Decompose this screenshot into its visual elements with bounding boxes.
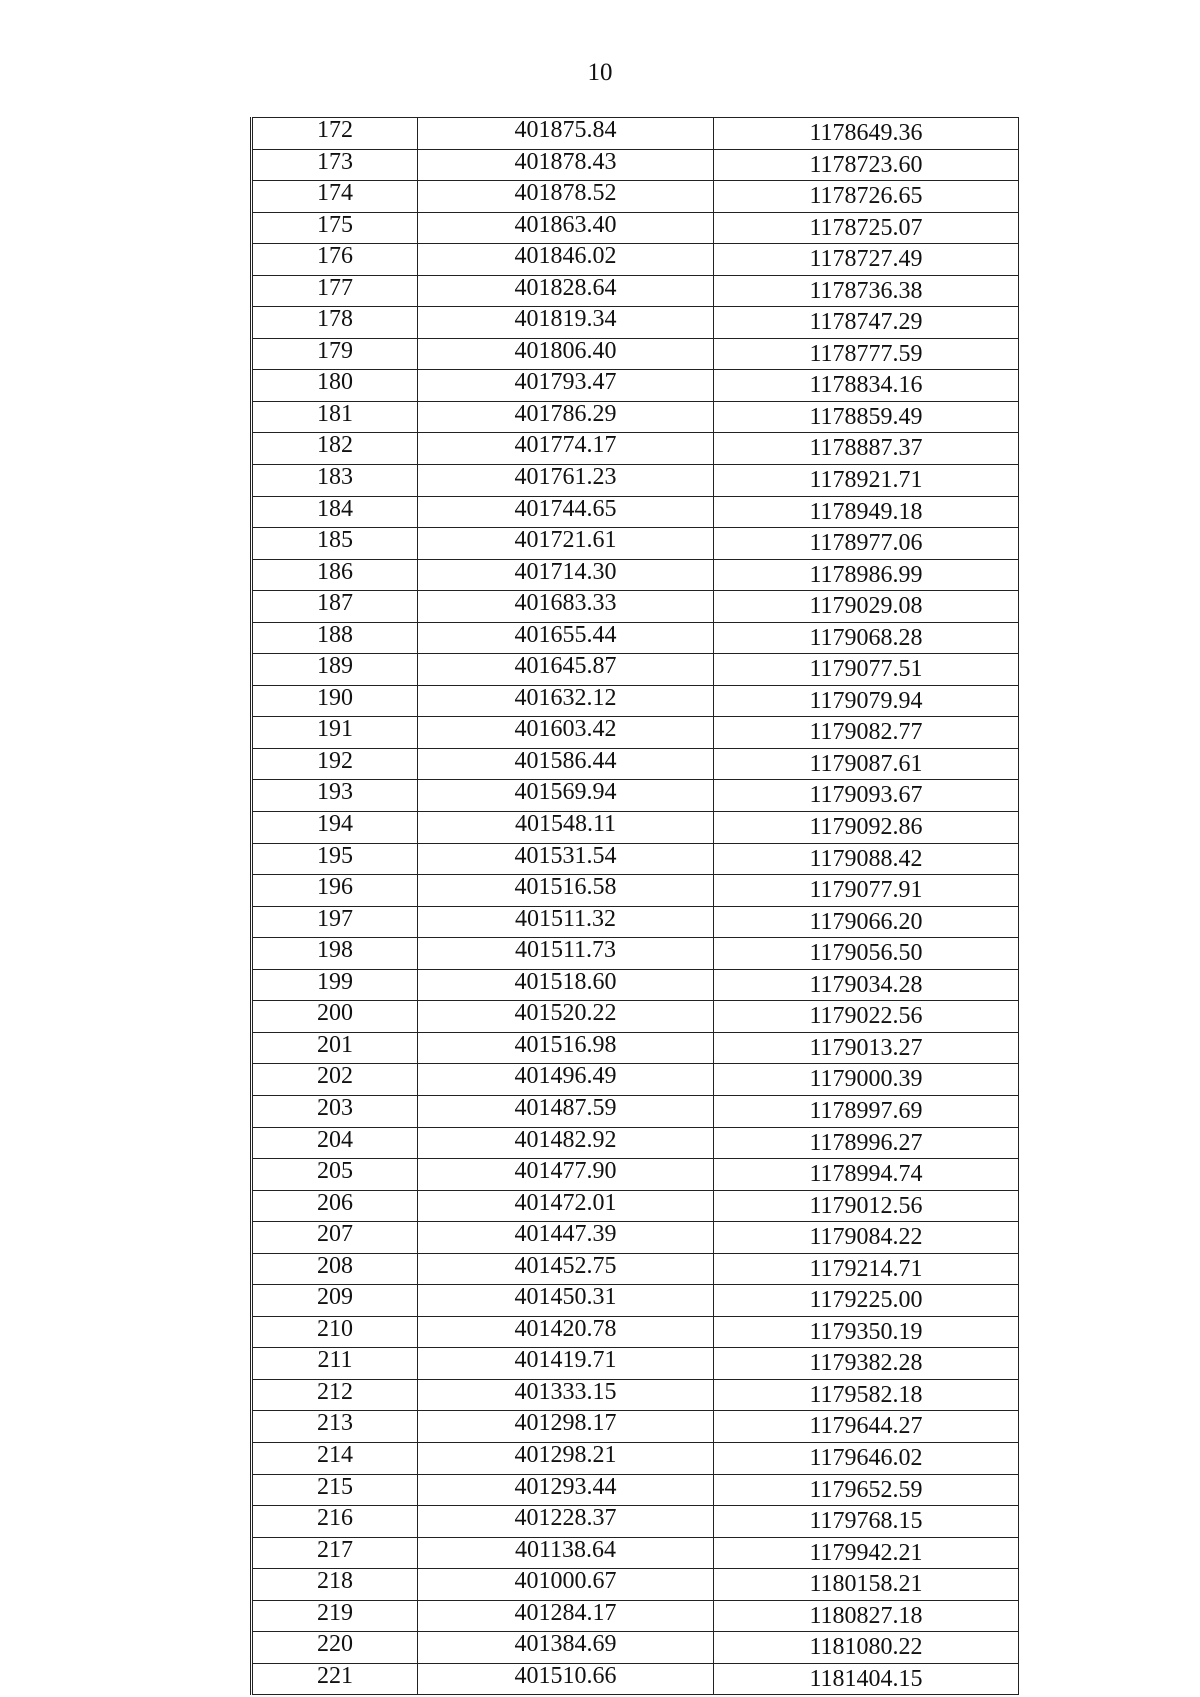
x-coordinate-cell: 401774.17 (418, 433, 714, 465)
y-coordinate-cell: 1178736.38 (714, 275, 1019, 307)
table-row (252, 685, 1019, 717)
table-row (252, 780, 1019, 812)
table-row (252, 1064, 1019, 1096)
x-coordinate-cell: 401477.90 (418, 1159, 714, 1191)
x-coordinate-cell: 401447.39 (418, 1222, 714, 1254)
y-coordinate-cell: 1179034.28 (714, 969, 1019, 1001)
point-number-cell: 216 (252, 1506, 418, 1538)
table-row (252, 1316, 1019, 1348)
table-row (252, 717, 1019, 749)
y-coordinate-cell: 1178747.29 (714, 307, 1019, 339)
table-row (252, 1600, 1019, 1632)
table-row (252, 1285, 1019, 1317)
y-coordinate-cell: 1178887.37 (714, 433, 1019, 465)
x-coordinate-cell: 401516.98 (418, 1032, 714, 1064)
y-coordinate-cell: 1178994.74 (714, 1159, 1019, 1191)
point-number-cell: 204 (252, 1127, 418, 1159)
table-row (252, 528, 1019, 560)
table-row (252, 275, 1019, 307)
coordinates-table (250, 117, 1019, 1695)
y-coordinate-cell: 1178921.71 (714, 465, 1019, 497)
y-coordinate-cell: 1179066.20 (714, 906, 1019, 938)
point-number-cell: 187 (252, 591, 418, 623)
point-number-cell: 209 (252, 1285, 418, 1317)
point-number-cell: 192 (252, 748, 418, 780)
table-row (252, 401, 1019, 433)
x-coordinate-cell: 401828.64 (418, 275, 714, 307)
point-number-cell: 193 (252, 780, 418, 812)
y-coordinate-cell: 1178723.60 (714, 149, 1019, 181)
table-row (252, 1222, 1019, 1254)
x-coordinate-cell: 401419.71 (418, 1348, 714, 1380)
x-coordinate-cell: 401586.44 (418, 748, 714, 780)
y-coordinate-cell: 1179093.67 (714, 780, 1019, 812)
table-row (252, 1442, 1019, 1474)
table-row (252, 118, 1019, 150)
table-row (252, 496, 1019, 528)
x-coordinate-cell: 401228.37 (418, 1506, 714, 1538)
table-row (252, 338, 1019, 370)
x-coordinate-cell: 401520.22 (418, 1001, 714, 1033)
x-coordinate-cell: 401632.12 (418, 685, 714, 717)
y-coordinate-cell: 1179652.59 (714, 1474, 1019, 1506)
x-coordinate-cell: 401450.31 (418, 1285, 714, 1317)
x-coordinate-cell: 401452.75 (418, 1253, 714, 1285)
point-number-cell: 212 (252, 1379, 418, 1411)
table-row (252, 1032, 1019, 1064)
point-number-cell: 190 (252, 685, 418, 717)
table-row (252, 1190, 1019, 1222)
x-coordinate-cell: 401806.40 (418, 338, 714, 370)
y-coordinate-cell: 1179646.02 (714, 1442, 1019, 1474)
x-coordinate-cell: 401333.15 (418, 1379, 714, 1411)
table-row (252, 1159, 1019, 1191)
x-coordinate-cell: 401786.29 (418, 401, 714, 433)
point-number-cell: 213 (252, 1411, 418, 1443)
point-number-cell: 191 (252, 717, 418, 749)
table-row (252, 938, 1019, 970)
x-coordinate-cell: 401645.87 (418, 654, 714, 686)
point-number-cell: 178 (252, 307, 418, 339)
table-row (252, 812, 1019, 844)
point-number-cell: 198 (252, 938, 418, 970)
y-coordinate-cell: 1179942.21 (714, 1537, 1019, 1569)
point-number-cell: 201 (252, 1032, 418, 1064)
page-number: 10 (587, 59, 613, 86)
table-row (252, 1095, 1019, 1127)
x-coordinate-cell: 401793.47 (418, 370, 714, 402)
x-coordinate-cell: 401878.43 (418, 149, 714, 181)
point-number-cell: 207 (252, 1222, 418, 1254)
table-row (252, 559, 1019, 591)
point-number-cell: 219 (252, 1600, 418, 1632)
x-coordinate-cell: 401875.84 (418, 118, 714, 150)
table-row (252, 433, 1019, 465)
table-row (252, 1506, 1019, 1538)
point-number-cell: 189 (252, 654, 418, 686)
y-coordinate-cell: 1178649.36 (714, 118, 1019, 150)
x-coordinate-cell: 401863.40 (418, 212, 714, 244)
y-coordinate-cell: 1179029.08 (714, 591, 1019, 623)
y-coordinate-cell: 1178777.59 (714, 338, 1019, 370)
table-row (252, 843, 1019, 875)
y-coordinate-cell: 1179056.50 (714, 938, 1019, 970)
y-coordinate-cell: 1180158.21 (714, 1569, 1019, 1601)
point-number-cell: 184 (252, 496, 418, 528)
y-coordinate-cell: 1179214.71 (714, 1253, 1019, 1285)
y-coordinate-cell: 1178949.18 (714, 496, 1019, 528)
y-coordinate-cell: 1179768.15 (714, 1506, 1019, 1538)
x-coordinate-cell: 401298.21 (418, 1442, 714, 1474)
table-row (252, 1001, 1019, 1033)
y-coordinate-cell: 1179088.42 (714, 843, 1019, 875)
x-coordinate-cell: 401603.42 (418, 717, 714, 749)
point-number-cell: 181 (252, 401, 418, 433)
y-coordinate-cell: 1178727.49 (714, 244, 1019, 276)
table-row (252, 1663, 1019, 1695)
x-coordinate-cell: 401819.34 (418, 307, 714, 339)
table-row (252, 149, 1019, 181)
point-number-cell: 202 (252, 1064, 418, 1096)
point-number-cell: 182 (252, 433, 418, 465)
x-coordinate-cell: 401284.17 (418, 1600, 714, 1632)
x-coordinate-cell: 401744.65 (418, 496, 714, 528)
x-coordinate-cell: 401482.92 (418, 1127, 714, 1159)
y-coordinate-cell: 1179077.91 (714, 875, 1019, 907)
table-row (252, 1474, 1019, 1506)
point-number-cell: 206 (252, 1190, 418, 1222)
x-coordinate-cell: 401531.54 (418, 843, 714, 875)
point-number-cell: 173 (252, 149, 418, 181)
y-coordinate-cell: 1179092.86 (714, 812, 1019, 844)
table-row (252, 244, 1019, 276)
y-coordinate-cell: 1178725.07 (714, 212, 1019, 244)
x-coordinate-cell: 401000.67 (418, 1569, 714, 1601)
x-coordinate-cell: 401846.02 (418, 244, 714, 276)
point-number-cell: 208 (252, 1253, 418, 1285)
point-number-cell: 194 (252, 812, 418, 844)
x-coordinate-cell: 401510.66 (418, 1663, 714, 1695)
table-row (252, 1379, 1019, 1411)
coordinates-table-body (252, 118, 1019, 1695)
x-coordinate-cell: 401721.61 (418, 528, 714, 560)
x-coordinate-cell: 401548.11 (418, 812, 714, 844)
point-number-cell: 186 (252, 559, 418, 591)
point-number-cell: 205 (252, 1159, 418, 1191)
point-number-cell: 203 (252, 1095, 418, 1127)
table-row (252, 1348, 1019, 1380)
y-coordinate-cell: 1178859.49 (714, 401, 1019, 433)
point-number-cell: 195 (252, 843, 418, 875)
table-row (252, 654, 1019, 686)
y-coordinate-cell: 1179013.27 (714, 1032, 1019, 1064)
table-row (252, 748, 1019, 780)
table-row (252, 1569, 1019, 1601)
y-coordinate-cell: 1179225.00 (714, 1285, 1019, 1317)
point-number-cell: 214 (252, 1442, 418, 1474)
table-row (252, 1411, 1019, 1443)
y-coordinate-cell: 1179077.51 (714, 654, 1019, 686)
x-coordinate-cell: 401714.30 (418, 559, 714, 591)
y-coordinate-cell: 1178997.69 (714, 1095, 1019, 1127)
y-coordinate-cell: 1179382.28 (714, 1348, 1019, 1380)
point-number-cell: 217 (252, 1537, 418, 1569)
y-coordinate-cell: 1179022.56 (714, 1001, 1019, 1033)
y-coordinate-cell: 1178726.65 (714, 181, 1019, 213)
x-coordinate-cell: 401511.73 (418, 938, 714, 970)
x-coordinate-cell: 401138.64 (418, 1537, 714, 1569)
table-row (252, 465, 1019, 497)
table-row (252, 622, 1019, 654)
y-coordinate-cell: 1179582.18 (714, 1379, 1019, 1411)
x-coordinate-cell: 401384.69 (418, 1632, 714, 1664)
point-number-cell: 179 (252, 338, 418, 370)
x-coordinate-cell: 401420.78 (418, 1316, 714, 1348)
x-coordinate-cell: 401298.17 (418, 1411, 714, 1443)
table-row (252, 1537, 1019, 1569)
point-number-cell: 175 (252, 212, 418, 244)
table-row (252, 906, 1019, 938)
point-number-cell: 176 (252, 244, 418, 276)
y-coordinate-cell: 1179082.77 (714, 717, 1019, 749)
table-row (252, 1127, 1019, 1159)
table-row (252, 591, 1019, 623)
point-number-cell: 210 (252, 1316, 418, 1348)
y-coordinate-cell: 1178986.99 (714, 559, 1019, 591)
y-coordinate-cell: 1178996.27 (714, 1127, 1019, 1159)
x-coordinate-cell: 401293.44 (418, 1474, 714, 1506)
point-number-cell: 196 (252, 875, 418, 907)
y-coordinate-cell: 1179000.39 (714, 1064, 1019, 1096)
x-coordinate-cell: 401511.32 (418, 906, 714, 938)
point-number-cell: 183 (252, 465, 418, 497)
table-row (252, 1632, 1019, 1664)
x-coordinate-cell: 401516.58 (418, 875, 714, 907)
y-coordinate-cell: 1179079.94 (714, 685, 1019, 717)
table-row (252, 969, 1019, 1001)
y-coordinate-cell: 1179012.56 (714, 1190, 1019, 1222)
x-coordinate-cell: 401518.60 (418, 969, 714, 1001)
y-coordinate-cell: 1180827.18 (714, 1600, 1019, 1632)
table-row (252, 370, 1019, 402)
point-number-cell: 218 (252, 1569, 418, 1601)
y-coordinate-cell: 1179087.61 (714, 748, 1019, 780)
point-number-cell: 220 (252, 1632, 418, 1664)
point-number-cell: 188 (252, 622, 418, 654)
y-coordinate-cell: 1181080.22 (714, 1632, 1019, 1664)
y-coordinate-cell: 1179644.27 (714, 1411, 1019, 1443)
x-coordinate-cell: 401655.44 (418, 622, 714, 654)
y-coordinate-cell: 1178834.16 (714, 370, 1019, 402)
point-number-cell: 199 (252, 969, 418, 1001)
x-coordinate-cell: 401487.59 (418, 1095, 714, 1127)
table-row (252, 212, 1019, 244)
x-coordinate-cell: 401761.23 (418, 465, 714, 497)
y-coordinate-cell: 1178977.06 (714, 528, 1019, 560)
point-number-cell: 172 (252, 118, 418, 150)
table-row (252, 307, 1019, 339)
x-coordinate-cell: 401472.01 (418, 1190, 714, 1222)
x-coordinate-cell: 401496.49 (418, 1064, 714, 1096)
point-number-cell: 174 (252, 181, 418, 213)
point-number-cell: 180 (252, 370, 418, 402)
table-row (252, 875, 1019, 907)
x-coordinate-cell: 401683.33 (418, 591, 714, 623)
y-coordinate-cell: 1179084.22 (714, 1222, 1019, 1254)
table-row (252, 181, 1019, 213)
x-coordinate-cell: 401878.52 (418, 181, 714, 213)
point-number-cell: 221 (252, 1663, 418, 1695)
point-number-cell: 185 (252, 528, 418, 560)
table-row (252, 1253, 1019, 1285)
y-coordinate-cell: 1179350.19 (714, 1316, 1019, 1348)
point-number-cell: 211 (252, 1348, 418, 1380)
point-number-cell: 200 (252, 1001, 418, 1033)
point-number-cell: 197 (252, 906, 418, 938)
x-coordinate-cell: 401569.94 (418, 780, 714, 812)
point-number-cell: 177 (252, 275, 418, 307)
point-number-cell: 215 (252, 1474, 418, 1506)
y-coordinate-cell: 1181404.15 (714, 1663, 1019, 1695)
y-coordinate-cell: 1179068.28 (714, 622, 1019, 654)
